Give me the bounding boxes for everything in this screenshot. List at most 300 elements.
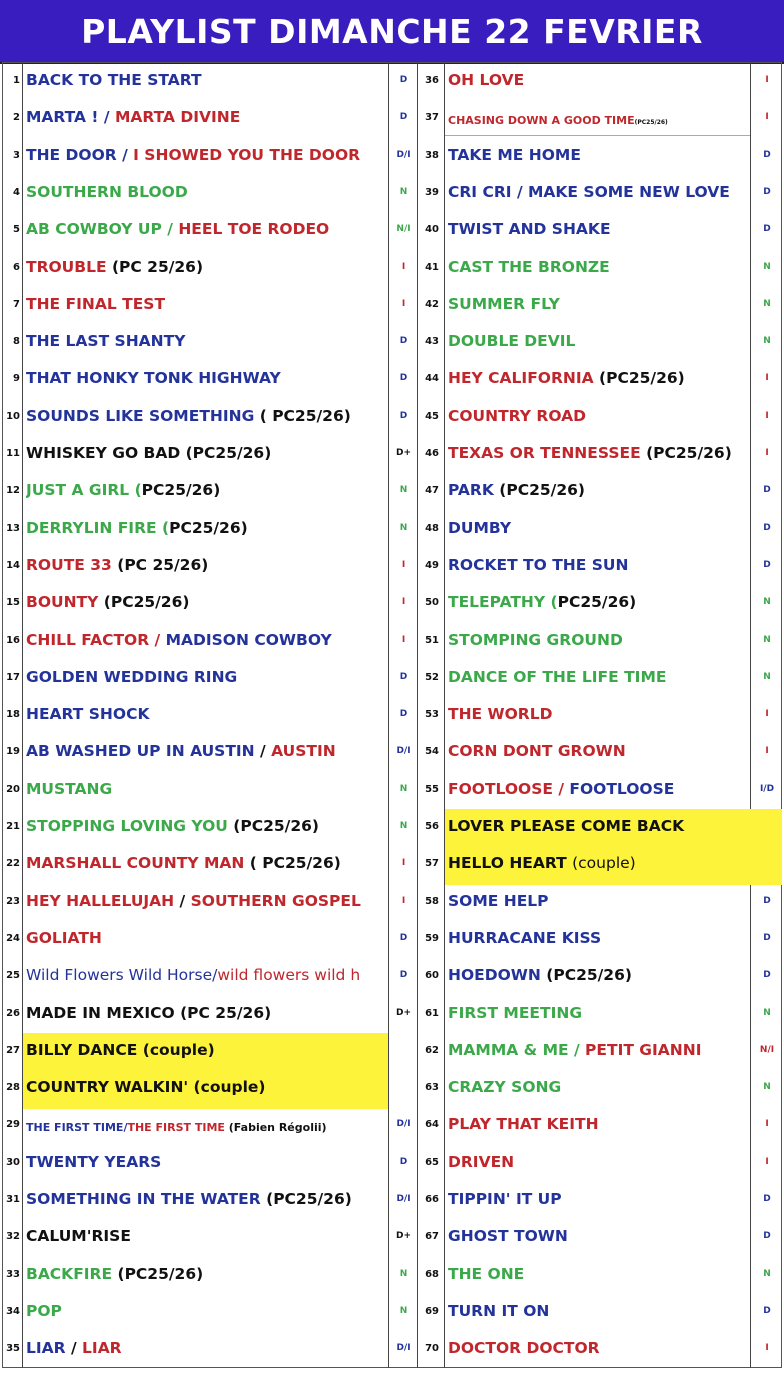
dance-level-code: D [763, 1194, 771, 1204]
song-number: 23 [6, 895, 20, 907]
dance-level-code: N [399, 186, 408, 197]
song-title-part: FIRST MEETING [448, 1003, 583, 1022]
song-number: 64 [425, 1119, 439, 1131]
song-title-part: LIAR [82, 1339, 122, 1358]
song-title-part: (PC 25/26) [111, 257, 204, 276]
dance-level-code: I [765, 1119, 769, 1130]
song-title-part: (couple) [572, 854, 636, 873]
song-title-part: LOVER PLEASE COME BACK [448, 817, 685, 835]
song-number: 4 [13, 186, 20, 198]
song-title-part: (PC 25/26) [117, 555, 209, 574]
song-title-part: THE FINAL TEST [26, 294, 166, 313]
dance-level-code: N [763, 1268, 771, 1279]
song-title [26, 146, 386, 164]
dance-level-code: D [399, 671, 408, 682]
song-title-part: COUNTRY ROAD [448, 406, 586, 425]
song-title [448, 71, 748, 89]
song-title-part: POP [26, 1301, 62, 1320]
dance-level-code: D [399, 373, 408, 384]
dance-level-code: D [763, 1305, 771, 1316]
song-title [26, 1265, 386, 1283]
song-number: 11 [6, 448, 20, 459]
song-title [448, 444, 748, 462]
song-title [26, 369, 386, 387]
song-title-part: HEY CALIFORNIA [448, 369, 600, 388]
song-title-part: ROUTE 33 [26, 555, 118, 574]
song-number: 47 [425, 485, 439, 497]
song-number: 57 [425, 858, 439, 870]
song-title-part: MAMMA & ME / [448, 1040, 586, 1059]
song-title-part: MARTA DIVINE [114, 108, 241, 127]
song-title-part: TWIST AND SHAKE [448, 220, 611, 239]
column-divider [750, 62, 751, 1368]
song-number: 53 [425, 709, 439, 721]
dance-level-code: D/I [396, 1343, 411, 1354]
dance-level-code: N/I [396, 224, 411, 235]
song-title-part: (PC25/26) [599, 369, 685, 388]
song-title [448, 966, 748, 984]
song-title [26, 631, 386, 649]
song-title [26, 519, 386, 537]
dance-level-code: D [763, 186, 771, 197]
song-number: 51 [425, 634, 439, 646]
song-title-part: FOOTLOOSE [569, 779, 675, 798]
song-number: 43 [425, 336, 439, 348]
song-title-part: (PC25/26) [634, 119, 668, 127]
song-number: 48 [425, 522, 439, 534]
song-title [26, 220, 386, 238]
song-title-part: ROCKET TO THE SUN [448, 555, 629, 574]
dance-level-code: D [763, 149, 771, 160]
song-number: 27 [6, 1044, 20, 1056]
song-title [26, 1339, 386, 1357]
song-title-part: HELLO HEART [448, 854, 573, 873]
song-number: 32 [6, 1231, 20, 1243]
song-title-part: HEY HALLELUJAH [26, 891, 180, 910]
dance-level-code: I [401, 261, 406, 272]
song-number: 30 [6, 1156, 20, 1168]
song-number: 16 [6, 634, 20, 646]
song-number: 26 [6, 1007, 20, 1019]
song-title [448, 817, 748, 835]
song-title-part: TWENTY YEARS [26, 1152, 162, 1171]
song-number: 2 [13, 112, 20, 124]
song-title-part: BACK TO THE START [26, 71, 202, 89]
dance-level-code: D [763, 559, 771, 570]
song-number: 38 [425, 149, 439, 161]
song-title-part: MADISON COWBOY [165, 630, 332, 649]
song-title [26, 780, 386, 798]
song-number: 14 [6, 559, 20, 571]
song-title-part: MARTA ! / [26, 108, 115, 127]
song-title-part: / [70, 1339, 83, 1358]
dance-level-code: D [399, 970, 408, 981]
dance-level-code: D [763, 895, 771, 906]
dance-level-code: I [765, 75, 769, 85]
song-title [448, 929, 748, 947]
dance-level-code: D+ [395, 1007, 411, 1018]
dance-level-code: N [763, 261, 771, 272]
song-title-part: CHASING DOWN A GOOD TIME [448, 114, 635, 128]
song-title-part: CAST THE BRONZE [448, 257, 610, 276]
song-title-part: CRI CRI / MAKE SOME NEW LOVE [448, 182, 730, 201]
song-number: 35 [6, 1343, 20, 1355]
dance-level-code: I [401, 895, 406, 906]
dance-level-code: I [765, 112, 769, 123]
song-title [26, 593, 386, 611]
dance-level-code: D [399, 410, 408, 421]
song-title [448, 668, 748, 686]
song-title [448, 556, 748, 574]
song-number: 42 [425, 298, 439, 310]
column-divider [22, 62, 23, 1368]
song-title-part: TAKE ME HOME [448, 145, 581, 164]
dance-level-code: I [401, 858, 406, 869]
song-title [448, 742, 748, 760]
song-title-part: BACKFIRE [26, 1264, 118, 1283]
song-number: 68 [425, 1268, 439, 1280]
song-number: 50 [425, 597, 439, 609]
dance-level-code: D/I [396, 1119, 411, 1130]
song-title-part: wild flowers wild h [217, 966, 361, 985]
song-number: 28 [6, 1082, 20, 1094]
dance-level-code: I [765, 448, 769, 458]
dance-level-code: N [763, 634, 771, 645]
song-title [26, 1153, 386, 1171]
song-title-part: WHISKEY GO BAD (PC25/26) [26, 444, 272, 462]
song-number: 3 [13, 149, 20, 161]
song-number: 25 [6, 970, 20, 982]
dance-level-code: D/I [396, 1194, 411, 1204]
song-title [448, 519, 748, 537]
song-title-part: TIPPIN' IT UP [448, 1190, 562, 1208]
song-title-part: SOUNDS LIKE SOMETHING [26, 406, 260, 425]
song-title-part: DOCTOR DOCTOR [448, 1339, 600, 1358]
song-number: 33 [6, 1268, 20, 1280]
song-number: 8 [13, 336, 20, 348]
dance-level-code: I [401, 597, 406, 608]
song-title [26, 295, 386, 313]
song-title-part: THE WORLD [448, 705, 553, 724]
song-title-part: (PC25/26) [233, 817, 319, 835]
dance-level-code: I/D [759, 783, 775, 794]
dance-level-code: D [763, 932, 771, 943]
song-title-part: I SHOWED YOU THE DOOR [133, 145, 361, 164]
song-title [448, 146, 748, 164]
dance-level-code: D/I [396, 149, 411, 160]
song-title [26, 854, 386, 872]
song-title [26, 444, 386, 462]
song-title-part: MUSTANG [26, 779, 113, 798]
song-title-part: HEEL TOE RODEO [178, 220, 330, 239]
dance-level-code: I [765, 746, 769, 757]
song-title-part: THE ONE [448, 1264, 525, 1283]
song-title-part: SOUTHERN BLOOD [26, 182, 188, 201]
dance-level-code: I [401, 559, 406, 570]
song-title-part: CALUM'RISE [26, 1227, 131, 1246]
song-title [26, 892, 386, 910]
song-title [26, 1041, 386, 1059]
song-number: 24 [6, 932, 20, 944]
song-number: 21 [6, 821, 20, 832]
song-title [448, 220, 748, 238]
song-title-part: (Fabien Régolii) [228, 1121, 327, 1135]
song-title [448, 1302, 748, 1320]
song-title-part: DANCE OF THE LIFE TIME [448, 667, 667, 686]
song-number: 70 [425, 1343, 439, 1355]
song-title [26, 108, 386, 126]
dance-level-code: I [401, 634, 406, 645]
song-number: 17 [6, 671, 20, 683]
dance-level-code: N [399, 1268, 408, 1279]
dance-level-code: D [399, 1156, 408, 1167]
song-title-part: THAT HONKY TONK HIGHWAY [26, 369, 281, 388]
dance-level-code: N [763, 597, 771, 608]
song-number: 55 [425, 783, 439, 795]
song-title [26, 1078, 386, 1096]
song-title [26, 1004, 386, 1022]
row-separator [445, 135, 750, 136]
dance-level-code: D [763, 1231, 771, 1242]
dance-level-code: D [763, 522, 771, 533]
song-number: 56 [425, 821, 439, 832]
song-title-part: GHOST TOWN [448, 1227, 568, 1246]
song-title-part: (PC25/26) [499, 481, 585, 500]
song-title [448, 1153, 748, 1171]
dance-level-code: D [763, 485, 771, 496]
song-number: 1 [13, 75, 20, 86]
song-title-part: TURN IT ON [448, 1301, 550, 1320]
dance-level-code: N [763, 1007, 771, 1018]
song-number: 59 [425, 932, 439, 944]
song-number: 31 [6, 1194, 20, 1205]
song-title [448, 369, 748, 387]
dance-level-code: D [399, 709, 408, 720]
dance-level-code: I [765, 709, 769, 720]
song-title [448, 631, 748, 649]
song-number: 58 [425, 895, 439, 907]
song-title-part: AB COWBOY UP / [26, 220, 179, 239]
song-title [448, 1078, 748, 1096]
song-title [448, 1041, 748, 1059]
dance-level-code: D [763, 970, 771, 981]
song-title-part: THE DOOR / [26, 145, 134, 164]
song-title [26, 668, 386, 686]
song-title-part: SOUTHERN GOSPEL [190, 891, 361, 910]
song-number: 20 [6, 783, 20, 795]
dance-level-code: D [399, 932, 408, 943]
dance-level-code: N [399, 783, 408, 794]
song-title-part: DRIVEN [448, 1152, 515, 1171]
song-number: 62 [425, 1044, 439, 1056]
song-title [448, 780, 748, 798]
song-title-part: (PC25/26) [266, 1190, 352, 1208]
song-title-part: AUSTIN [271, 742, 336, 761]
dance-level-code: I [765, 373, 769, 384]
dance-level-code: D [399, 112, 408, 123]
song-title-part: PC25/26) [141, 481, 221, 500]
song-title [448, 1190, 748, 1208]
song-number: 9 [13, 373, 20, 385]
song-title [448, 854, 748, 872]
song-number: 7 [13, 298, 20, 310]
song-number: 6 [13, 261, 20, 273]
dance-level-code: D+ [395, 1231, 411, 1242]
song-number: 63 [425, 1082, 439, 1094]
dance-level-code: N [399, 485, 408, 496]
song-title-part: PC25/26) [557, 593, 637, 612]
song-title [26, 1302, 386, 1320]
song-title-part: TELEPATHY ( [448, 593, 558, 612]
song-title [26, 1117, 386, 1135]
song-number: 67 [425, 1231, 439, 1243]
song-title-part: (PC25/26) [117, 1264, 204, 1283]
song-number: 12 [6, 485, 20, 497]
song-title [448, 332, 748, 350]
page-title: PLAYLIST DIMANCHE 22 FEVRIER [0, 0, 784, 64]
song-title-part: SUMMER FLY [448, 294, 560, 313]
song-title [448, 481, 748, 499]
song-number: 36 [425, 75, 439, 86]
song-title-part: SOME HELP [448, 891, 549, 910]
song-number: 41 [425, 261, 439, 273]
song-title [448, 705, 748, 723]
song-title [448, 258, 748, 276]
song-title-part: BOUNTY [26, 593, 104, 612]
song-title [448, 110, 748, 128]
song-number: 19 [6, 746, 20, 758]
song-number: 66 [425, 1194, 439, 1205]
song-title [26, 71, 386, 89]
song-title-part: TEXAS OR TENNESSEE [448, 444, 647, 462]
song-title-part: THE FIRST TIME [127, 1121, 229, 1135]
song-number: 52 [425, 671, 439, 683]
dance-level-code: N [763, 298, 771, 309]
song-number: 34 [6, 1305, 20, 1317]
song-title [448, 1227, 748, 1245]
song-number: 44 [425, 373, 439, 385]
song-title [448, 593, 748, 611]
song-number: 49 [425, 559, 439, 571]
song-title-part: MARSHALL COUNTY MAN [26, 854, 250, 873]
song-title [26, 817, 386, 835]
song-title [448, 407, 748, 425]
column-divider [388, 62, 389, 1368]
song-title-part: PC25/26) [169, 518, 248, 537]
song-title [26, 183, 386, 201]
song-title [26, 929, 386, 947]
song-number: 69 [425, 1305, 439, 1317]
song-title-part: STOPPING LOVING YOU [26, 817, 234, 835]
song-title [26, 481, 386, 499]
song-title-part: (PC25/26) [646, 444, 732, 462]
song-title [26, 407, 386, 425]
song-number: 54 [425, 746, 439, 758]
song-number: 18 [6, 709, 20, 721]
song-title-part: LIAR [26, 1339, 71, 1358]
dance-level-code: D [399, 336, 408, 347]
song-number: 40 [425, 224, 439, 236]
song-title-part: / [260, 742, 272, 761]
dance-level-code: I [765, 410, 769, 421]
song-title-part: STOMPING GROUND [448, 630, 623, 649]
song-number: 13 [6, 522, 20, 534]
dance-level-code: D [399, 75, 408, 85]
dance-level-code: I [765, 1343, 769, 1354]
song-title-part: (PC25/26) [546, 966, 632, 985]
song-title-part: PETIT GIANNI [585, 1040, 702, 1059]
song-title-part: (PC25/26) [103, 593, 190, 612]
song-title [448, 1265, 748, 1283]
song-title-part: ( PC25/26) [259, 406, 351, 425]
song-title-part: THE FIRST TIME/ [26, 1121, 128, 1135]
song-number: 39 [425, 186, 439, 198]
song-title-part: PLAY THAT KEITH [448, 1115, 599, 1134]
column-divider [417, 62, 418, 1368]
song-title [26, 556, 386, 574]
song-title [26, 1190, 386, 1208]
song-title [448, 1004, 748, 1022]
dance-level-code: N [763, 1082, 771, 1093]
song-title [448, 295, 748, 313]
song-title [26, 742, 386, 760]
song-title-part: CORN DONT GROWN [448, 742, 626, 761]
song-number: 15 [6, 597, 20, 609]
dance-level-code: N [763, 336, 771, 347]
song-title-part: ( PC25/26) [249, 854, 341, 873]
dance-level-code: N [399, 821, 408, 831]
song-title [448, 892, 748, 910]
dance-level-code: N [399, 1305, 408, 1316]
song-title [26, 1227, 386, 1245]
song-title [26, 966, 386, 984]
song-number: 10 [6, 410, 20, 422]
song-title-part: SOMETHING IN THE WATER [26, 1190, 267, 1208]
song-number: 65 [425, 1156, 439, 1168]
song-title-part: PARK [448, 481, 500, 500]
dance-level-code: I [401, 298, 406, 309]
song-title-part: HOEDOWN [448, 966, 547, 985]
song-title [26, 258, 386, 276]
song-title-part: HEART SHOCK [26, 705, 150, 724]
dance-level-code: D+ [395, 448, 411, 458]
song-title-part: Wild Flowers Wild Horse/ [26, 966, 218, 985]
song-number: 60 [425, 970, 439, 982]
song-title-part: CRAZY SONG [448, 1078, 562, 1097]
song-number: 22 [6, 858, 20, 870]
song-title [448, 1339, 748, 1357]
song-title-part: / [179, 891, 191, 910]
song-title-part: OH LOVE [448, 71, 525, 89]
song-title [448, 1115, 748, 1133]
song-title-part: CHILL FACTOR / [26, 630, 166, 649]
song-number: 37 [425, 112, 439, 124]
column-divider [444, 62, 445, 1368]
song-title [448, 183, 748, 201]
dance-level-code: N [763, 671, 771, 682]
song-title-part: MADE IN MEXICO (PC 25/26) [26, 1003, 272, 1022]
song-title-part: HURRACANE KISS [448, 928, 602, 947]
song-number: 61 [425, 1007, 439, 1019]
song-number: 46 [425, 448, 439, 459]
song-title-part: AB WASHED UP IN AUSTIN [26, 742, 261, 761]
song-title-part: GOLDEN WEDDING RING [26, 667, 238, 686]
song-title-part: TROUBLE [26, 257, 112, 276]
song-title-part: DERRYLIN FIRE ( [26, 518, 170, 537]
song-title-part: FOOTLOOSE / [448, 779, 570, 798]
song-title-part: COUNTRY WALKIN' (couple) [26, 1078, 266, 1097]
song-number: 29 [6, 1119, 20, 1131]
